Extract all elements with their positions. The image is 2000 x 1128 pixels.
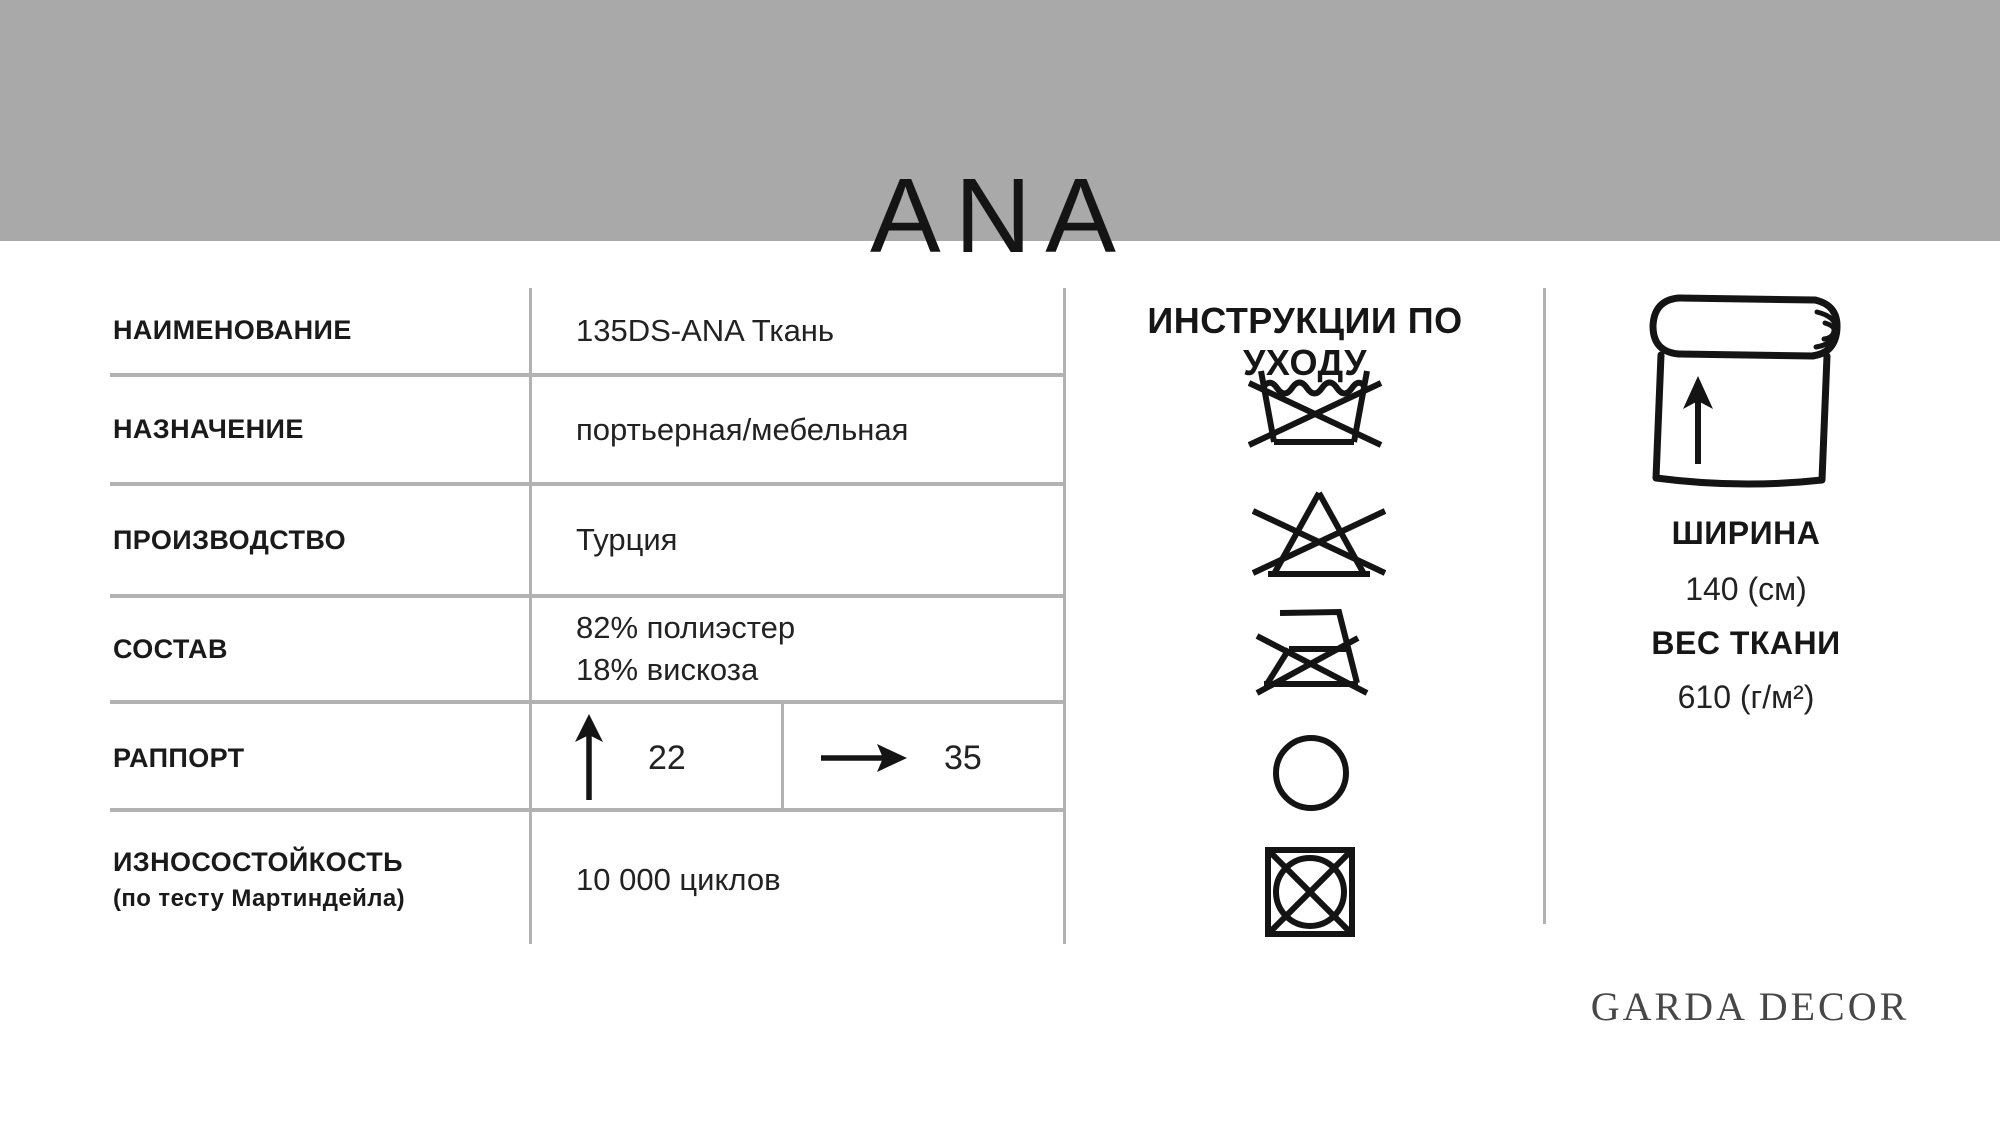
spec-label-rapport: РАППОРТ: [113, 742, 245, 773]
spec-value-name: 135DS-ANA Ткань: [576, 312, 835, 348]
vertical-repeat-arrow-icon: [572, 712, 606, 807]
spec-label-name: НАИМЕНОВАНИЕ: [113, 315, 352, 345]
width-label: ШИРИНА: [1671, 515, 1821, 551]
fabric-roll-icon: [1645, 292, 1845, 497]
width-value: 140 (см): [1685, 571, 1807, 607]
column-divider: [529, 288, 532, 944]
spec-label-production: ПРОИЗВОДСТВО: [113, 524, 347, 555]
do-not-bleach-icon: [1252, 489, 1386, 584]
do-not-wash-icon: [1248, 368, 1388, 461]
horizontal-repeat-value: 35: [944, 738, 982, 777]
fabric-title: ANA: [870, 157, 1130, 276]
spec-label-durability-note: (по тесту Мартиндейла): [113, 885, 406, 912]
weight-label: ВЕС ТКАНИ: [1651, 625, 1841, 661]
do-not-tumble-dry-icon: [1264, 846, 1356, 943]
spec-label-durability: ИЗНОСОСТОЙКОСТЬ (по тесту Мартиндейла): [113, 816, 518, 944]
spec-value-production: Турция: [576, 522, 678, 557]
table-right-edge: [1063, 288, 1066, 944]
vertical-repeat-value: 22: [648, 738, 686, 777]
brand-logo: GARDA DECOR: [1590, 984, 1910, 1029]
rapport-divider: [781, 704, 784, 812]
dry-clean-icon: [1272, 734, 1350, 817]
spec-label-composition: СОСТАВ: [113, 633, 228, 664]
spec-value-durability: 10 000 циклов: [576, 862, 781, 897]
care-section-divider: [1543, 288, 1546, 924]
spec-value-purpose: портьерная/мебельная: [576, 411, 909, 447]
care-instructions-title: ИНСТРУКЦИИ ПО УХОДУ: [1147, 300, 1463, 383]
spec-label-purpose: НАЗНАЧЕНИЕ: [113, 414, 304, 444]
weight-value: 610 (г/м²): [1677, 679, 1815, 715]
spec-value-composition: 82% полиэстер 18% вискоза: [576, 610, 796, 687]
do-not-iron-icon: [1254, 607, 1370, 702]
horizontal-repeat-arrow-icon: [820, 742, 908, 779]
